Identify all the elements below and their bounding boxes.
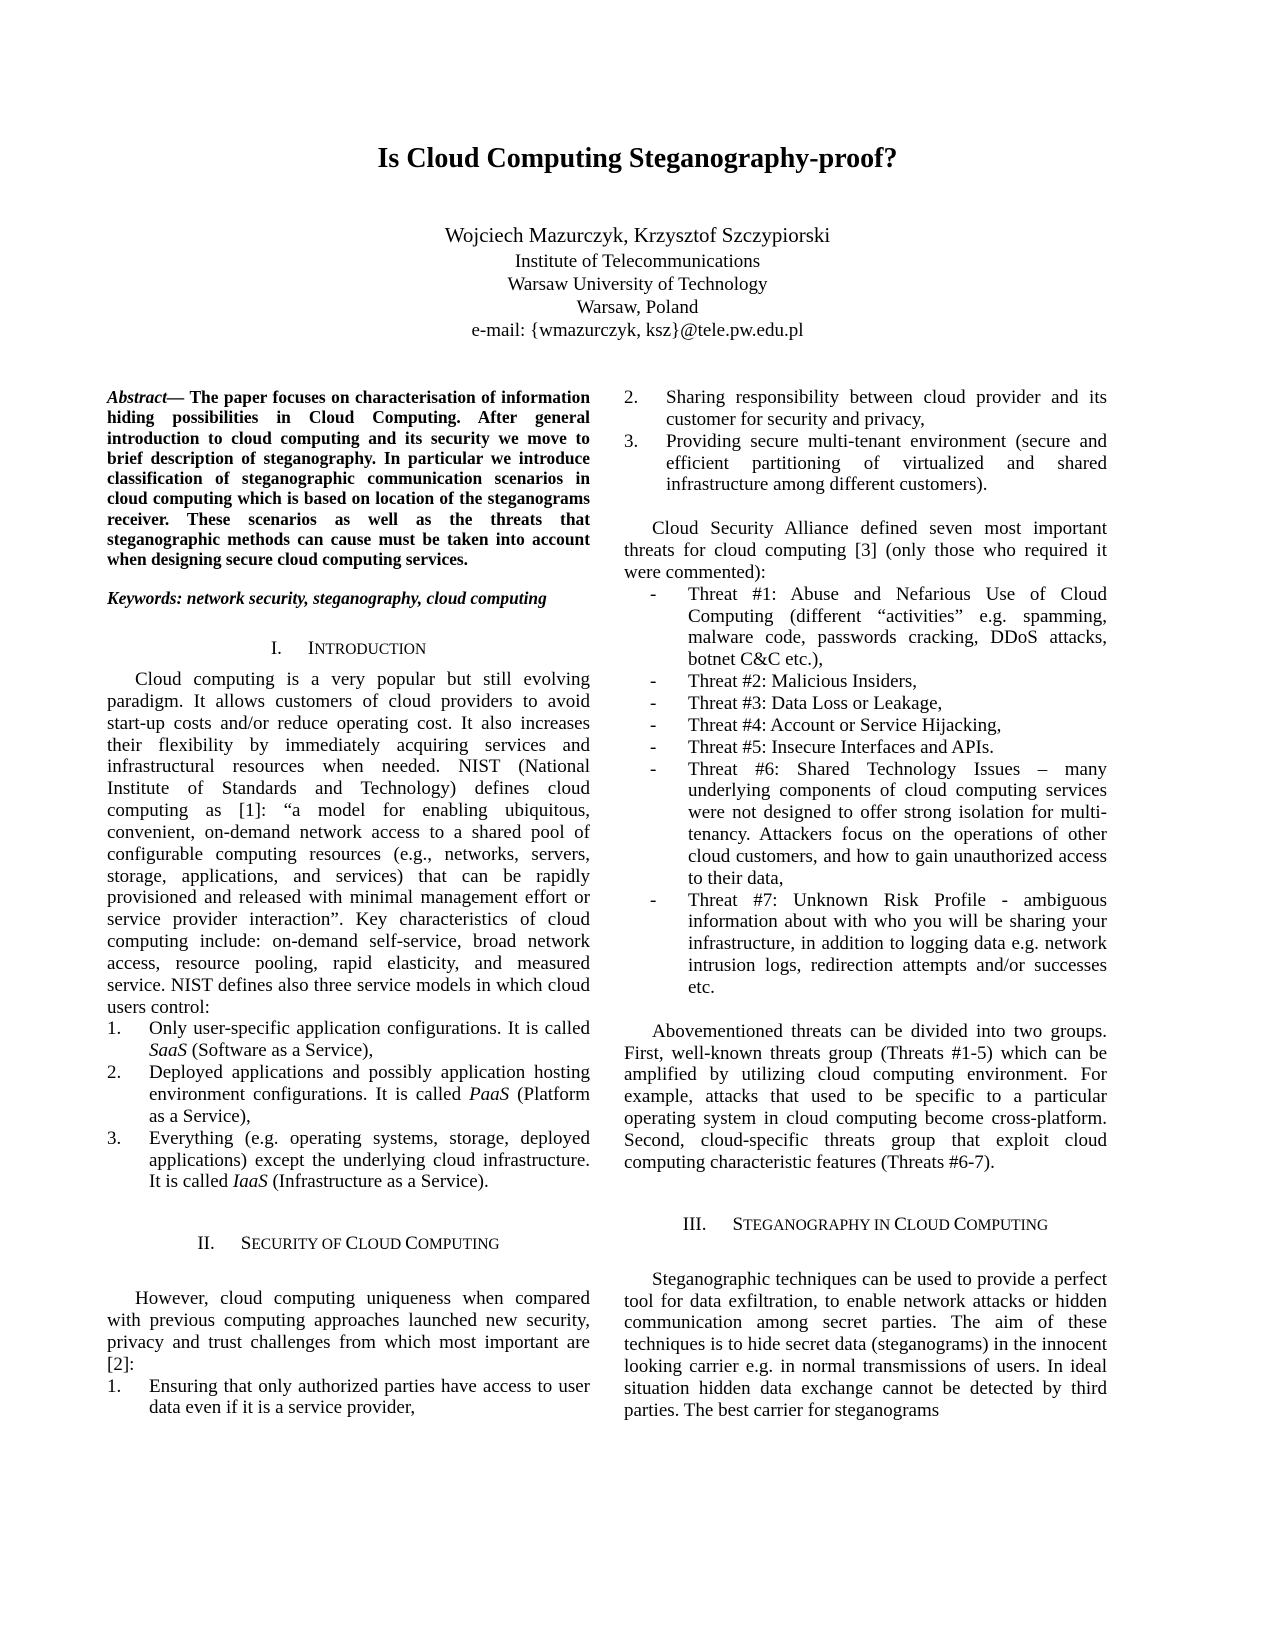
section-number: II. <box>197 1233 215 1255</box>
list-item: 2. Sharing responsibility between cloud provider and its customer for security and privacy, <box>624 387 1107 430</box>
keywords: Keywords: network security, steganography, cloud computing <box>107 587 547 608</box>
author-email: e-mail: {wmazurczyk, ksz}@tele.pw.edu.pl <box>471 320 804 341</box>
right-column <box>624 387 1107 1422</box>
list-item: - Threat #1: Abuse and Nefarious Use of Cloud Computing (different “activities” e.g. spamming, malware code, passwords cracking, DDoS attacks, botnet C&C etc.), <box>650 583 1107 671</box>
section-heading-steganography <box>624 1214 1107 1237</box>
steganography-paragraph: Steganographic techniques can be used to provide a perfect tool for data exfiltration, to enable network attacks or hidden communication among secret parties. The aim of these techniques is to hide secret data (steganograms) in the innocent looking carrier e.g. in normal transmissions of users. In ideal situation hidden data exchange cannot be detected by third parties. The best carrier for steganograms <box>624 1268 1107 1421</box>
section-title: INTRODUCTION <box>307 637 427 659</box>
threats-intro-paragraph: Cloud Security Alliance defined seven most important threats for cloud computing [3] (only those who required it were commented): <box>624 518 1107 583</box>
affiliation-location: Warsaw, Poland <box>576 297 699 318</box>
challenges-list <box>107 1376 590 1420</box>
challenges-list-continued <box>624 387 1107 496</box>
left-column <box>107 387 590 1419</box>
section-title: STEGANOGRAPHY IN CLOUD COMPUTING <box>732 1213 1049 1235</box>
security-paragraph: However, cloud computing uniqueness when compared with previous computing approaches launched new security, privacy and trust challenges from which most important are [2]: <box>107 1288 590 1375</box>
section-title: SECURITY OF CLOUD COMPUTING <box>240 1233 500 1255</box>
abstract <box>107 387 590 570</box>
list-item: - Threat #3: Data Loss or Leakage, <box>650 692 943 714</box>
list-item: 3. Everything (e.g. operating systems, storage, deployed applications) except the underlying cloud infrastructure. It is called IaaS (Infrastructure as a Service). <box>107 1127 590 1193</box>
threats-list <box>624 584 1107 999</box>
author-block <box>0 220 1275 342</box>
author-names: Wojciech Mazurczyk, Krzysztof Szczypiorski <box>444 223 831 247</box>
list-item: 2. Deployed applications and possibly application hosting environment configurations. It is called PaaS (Platform as a Service), <box>107 1062 590 1127</box>
list-item: - Threat #4: Account or Service Hijacking, <box>650 714 1002 736</box>
service-models-list <box>107 1018 590 1193</box>
list-item: - Threat #6: Shared Technology Issues – many underlying components of cloud computing services were not designed to offer strong isolation for multi-tenancy. Attackers focus on the operations of other cloud customers, and how to gain unauthorized access to their data, <box>650 758 1107 889</box>
list-item: 1. Only user-specific application configurations. It is called SaaS (Software as a Service), <box>107 1018 590 1062</box>
list-item: - Threat #2: Malicious Insiders, <box>650 671 918 693</box>
section-number: I. <box>270 637 282 659</box>
affiliation-institute: Institute of Telecommunications <box>514 251 761 272</box>
section-heading-security <box>107 1233 590 1256</box>
section-number: III. <box>682 1213 707 1235</box>
abstract-label: Abstract— <box>107 387 185 407</box>
affiliation-university: Warsaw University of Technology <box>507 274 768 295</box>
list-item: 3. Providing secure multi-tenant environment (secure and efficient partitioning of virtualized and shared infrastructure among different customers). <box>624 430 1107 496</box>
section-heading-introduction <box>107 638 590 661</box>
paper-title: Is Cloud Computing Steganography-proof? <box>377 143 898 174</box>
intro-paragraph: Cloud computing is a very popular but still evolving paradigm. It allows customers of cloud providers to avoid start-up costs and/or reduce operating cost. It also increases their flexibility by immediately acquiring services and infrastructural resources when needed. NIST (National Institute of Standards and Technology) defines cloud computing as [1]: “a model for enabling ubiquitous, convenient, on-demand network access to a shared pool of configurable computing resources (e.g., networks, servers, storage, applications, and services) that can be rapidly provisioned and released with minimal management effort or service provider interaction”. Key characteristics of cloud computing include: on-demand self-service, broad network access, resource pooling, rapid elasticity, and measured service. NIST defines also three service models in which cloud users control: <box>107 668 590 1018</box>
list-item: 1. Ensuring that only authorized parties have access to user data even if it is a service provider, <box>107 1375 590 1419</box>
list-item: - Threat #5: Insecure Interfaces and APIs. <box>650 736 994 758</box>
list-item: - Threat #7: Unknown Risk Profile - ambiguous information about with who you will be sharing your infrastructure, in addition to logging data e.g. network intrusion logs, redirection attempts and/or successes etc. <box>650 889 1107 998</box>
abstract-text: The paper focuses on characterisation of information hiding possibilities in Cloud Computing. After general introduction to cloud computing and its security we move to brief description of steganography. In particular we introduce classification of steganographic communication scenarios in cloud computing which is based on location of the steganograms receiver. These scenarios as well as the threats that steganographic methods can cause must be taken into account when designing secure cloud computing services. <box>107 387 590 570</box>
threat-groups-paragraph: Abovementioned threats can be divided into two groups. First, well-known threats group (Threats #1-5) which can be amplified by utilizing cloud computing environment. For example, attacks that used to be specific to a particular operating system in cloud computing become cross-platform. Second, cloud-specific threats group that exploit cloud computing characteristic features (Threats #6-7). <box>624 1020 1107 1173</box>
